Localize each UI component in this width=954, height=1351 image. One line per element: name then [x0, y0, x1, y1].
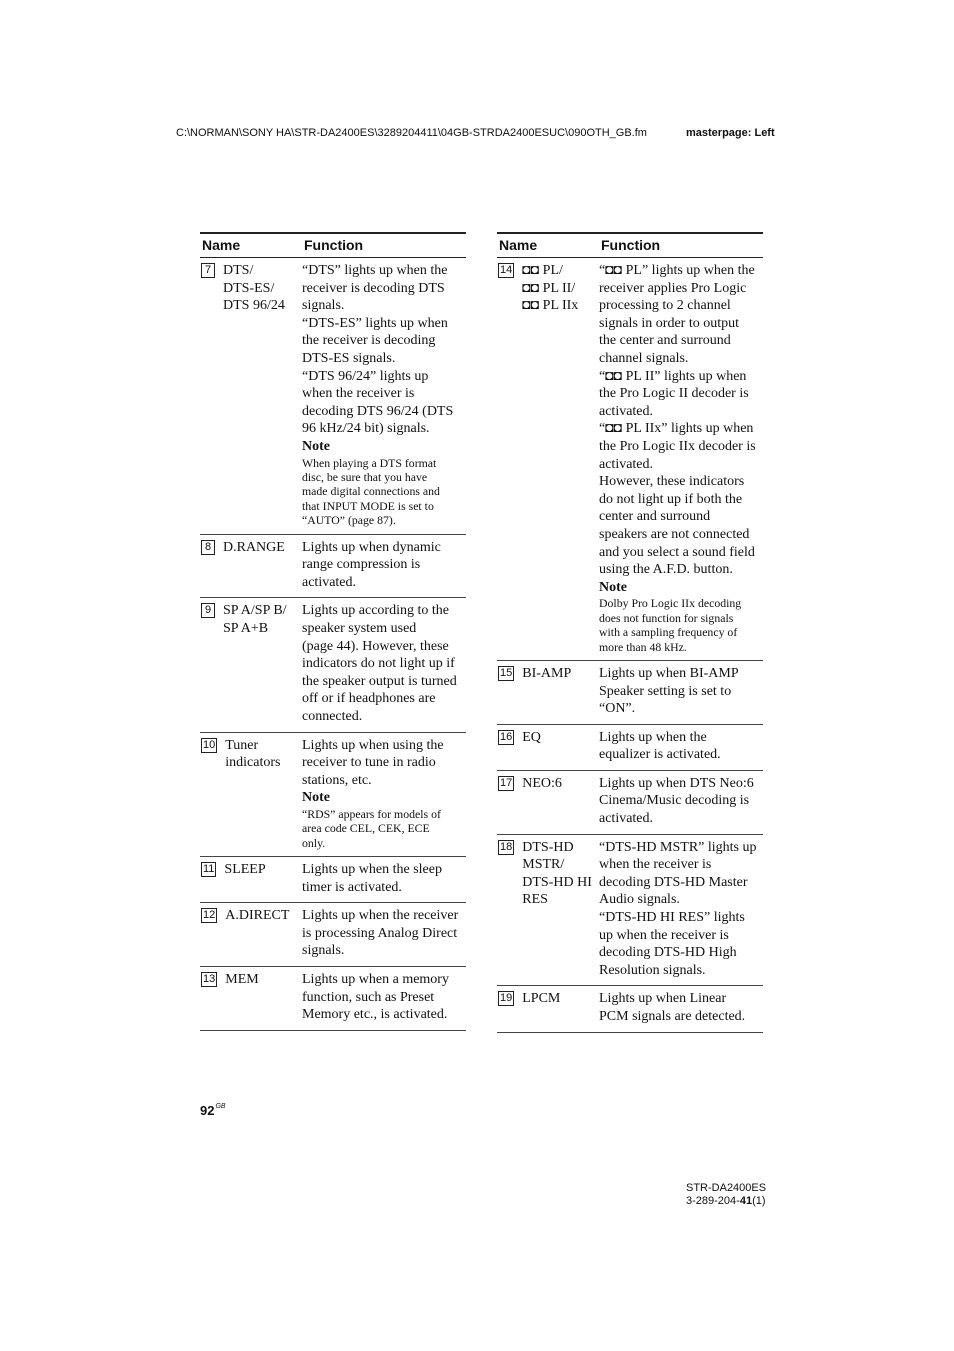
- function-text-line: “DTS 96/24” lights up: [302, 368, 429, 384]
- note-text-line: that INPUT MODE is set to: [302, 498, 434, 513]
- indicator-number-box: 17: [500, 776, 513, 789]
- function-text-line: when the receiver is: [599, 857, 712, 873]
- function-text-line: the center and surround: [599, 333, 731, 349]
- function-text-line: Memory etc., is activated.: [302, 1007, 448, 1023]
- function-text-line: “◘◘ PL” lights up when the: [599, 263, 755, 278]
- table-row: [200, 967, 466, 1031]
- function-text-line: activated.: [599, 403, 654, 419]
- table-row: [497, 258, 763, 661]
- note-heading: Note: [302, 790, 330, 806]
- function-text-line: “◘◘ PL II” lights up when: [599, 368, 747, 384]
- indicator-name-line: SLEEP: [224, 862, 266, 878]
- indicator-function-cell: [302, 903, 466, 967]
- function-text-line: and you select a sound field: [599, 544, 755, 560]
- indicator-name-text: [223, 602, 287, 637]
- indicator-name-text: [522, 262, 578, 315]
- function-text-line: range compression is: [302, 557, 421, 573]
- function-text-line: using the A.F.D. button.: [599, 562, 733, 578]
- part-code-suffix: (1): [752, 1195, 766, 1207]
- column-header-function: Function: [302, 233, 466, 258]
- function-text-line: activated.: [599, 456, 654, 472]
- indicator-name-cell: [497, 724, 599, 770]
- indicator-name-cell: [200, 598, 302, 732]
- indicator-name-text: [522, 775, 562, 793]
- function-text-line: Lights up when the sleep: [302, 862, 442, 878]
- function-text-line: “DTS-HD HI RES” lights: [599, 910, 745, 926]
- indicator-name-cell: [497, 258, 599, 661]
- function-text-line: Lights up when using the: [302, 737, 444, 753]
- indicator-name: [497, 665, 599, 683]
- indicator-name: [200, 262, 302, 315]
- indicator-function-cell: [302, 857, 466, 903]
- function-text-line: Lights up when dynamic: [302, 539, 441, 555]
- indicator-name-line: BI-AMP: [522, 665, 572, 681]
- function-text-line: Speaker setting is set to: [599, 683, 732, 699]
- table-row: [497, 986, 763, 1032]
- indicator-number-box: 13: [203, 973, 216, 986]
- function-text-line: Lights up when the receiver: [302, 908, 459, 924]
- table-row: [497, 770, 763, 834]
- table-row: [200, 534, 466, 598]
- function-text-line: do not light up if both the: [599, 491, 743, 507]
- indicator-number-box: 8: [201, 540, 215, 555]
- function-text-line: Lights up when the: [599, 729, 707, 745]
- function-text-line: speaker system used: [302, 620, 417, 636]
- indicator-name-line: DTS-ES/: [223, 280, 275, 296]
- table-row: [200, 732, 466, 857]
- indicator-number-box: 10: [203, 738, 216, 751]
- indicator-name-line: DTS-HD HI: [522, 874, 592, 890]
- indicator-function-cell: [599, 660, 763, 724]
- function-text-line: off or if headphones are: [302, 691, 436, 707]
- table-body: [497, 258, 763, 1033]
- indicator-name-line: SP A+B: [223, 620, 269, 636]
- part-code: [686, 1195, 766, 1208]
- indicator-function-cell: [599, 834, 763, 986]
- indicator-table-right: [497, 232, 763, 1033]
- indicator-number-box: 12: [203, 909, 216, 922]
- indicator-function-cell: [302, 258, 466, 535]
- indicator-name: [497, 775, 599, 793]
- indicator-number-box: 11: [203, 863, 215, 876]
- indicator-name: [497, 839, 599, 909]
- page-number: [200, 1103, 226, 1118]
- function-text-line: signals.: [302, 298, 345, 314]
- indicator-name-text: [224, 861, 265, 879]
- indicator-name: [497, 990, 599, 1008]
- indicator-name-text: [223, 539, 285, 557]
- indicator-name-line: EQ: [522, 729, 541, 745]
- indicator-name-text: [522, 839, 592, 909]
- indicator-name-cell: [200, 903, 302, 967]
- indicator-name-line: LPCM: [522, 991, 561, 1007]
- indicator-name-line: SP A/SP B/: [223, 603, 287, 619]
- table-header-row: [200, 233, 466, 258]
- function-text-line: Lights up when BI-AMP: [599, 665, 739, 681]
- function-text-line: “◘◘ PL IIx” lights up when: [599, 421, 754, 437]
- indicator-name: [200, 907, 302, 925]
- function-text-line: signals in order to output: [599, 315, 739, 331]
- indicator-name-cell: [200, 857, 302, 903]
- function-text-line: the receiver is decoding: [302, 333, 436, 349]
- indicator-name: [200, 861, 302, 879]
- table-row: [497, 834, 763, 986]
- indicator-name-line: NEO:6: [522, 775, 562, 791]
- function-text-line: center and surround: [599, 509, 711, 525]
- indicator-name-text: [223, 262, 285, 315]
- indicator-name-cell: [200, 732, 302, 857]
- indicator-name-text: [225, 737, 280, 772]
- indicator-name-line: DTS-HD: [522, 839, 574, 855]
- function-text-line: PCM signals are detected.: [599, 1009, 746, 1024]
- indicator-name-text: [522, 665, 571, 683]
- indicator-name-cell: [497, 834, 599, 986]
- function-text-line: processing to 2 channel: [599, 298, 731, 314]
- model-number: STR-DA2400ES: [686, 1182, 767, 1194]
- indicator-name-cell: [200, 967, 302, 1031]
- function-text-line: is processing Analog Direct: [302, 925, 458, 941]
- function-text-line: Lights up when DTS Neo:6: [599, 775, 754, 791]
- indicator-name-cell: [497, 986, 599, 1032]
- indicator-number-box: 7: [201, 263, 215, 278]
- function-text-line: decoding DTS-HD Master: [599, 874, 748, 890]
- note-text-line: disc, be sure that you have: [302, 469, 428, 484]
- function-text-line: function, such as Preset: [302, 989, 435, 1005]
- function-text-line: “ON”.: [599, 701, 636, 717]
- note-text-line: “AUTO” (page 87).: [302, 513, 396, 528]
- function-text-line: (page 44). However, these: [302, 638, 449, 654]
- note-text-line: more than 48 kHz.: [599, 639, 687, 654]
- function-text-line: 96 kHz/24 bit) signals.: [302, 421, 430, 437]
- function-text-line: when the receiver is: [302, 386, 415, 402]
- indicator-name-line: ◘◘ PL/: [522, 263, 563, 278]
- indicator-name: [200, 737, 302, 772]
- function-text-line: up when the receiver is: [599, 927, 729, 943]
- note-heading: Note: [599, 579, 627, 595]
- function-text-line: the speaker output is turned: [302, 673, 457, 689]
- indicator-number-box: 9: [201, 603, 215, 618]
- indicator-number-box: 14: [500, 264, 513, 276]
- part-code-bold: 41: [739, 1195, 753, 1207]
- indicator-name-cell: [497, 660, 599, 724]
- masterpage-label: masterpage: Left: [686, 127, 775, 139]
- function-text-line: signals.: [302, 943, 345, 959]
- function-text-line: activated.: [302, 574, 357, 590]
- indicator-name-line: MSTR/: [522, 857, 565, 873]
- function-text-line: receiver is decoding DTS: [302, 280, 445, 296]
- function-text-line: Lights up according to the: [302, 603, 449, 619]
- column-header-name: Name: [200, 233, 302, 258]
- indicator-name-line: ◘◘ PL II/: [522, 280, 576, 296]
- table-header-row: [497, 233, 763, 258]
- indicator-function-cell: [599, 724, 763, 770]
- file-path-header: C:\NORMAN\SONY HA\STR-DA2400ES\3289204411\04GB-STRDA2400ESUC\090OTH_GB.fm: [176, 127, 647, 139]
- function-text-line: activated.: [599, 811, 654, 827]
- function-text-line: Cinema/Music decoding is: [599, 793, 750, 809]
- note-text-line: with a sampling frequency of: [599, 625, 738, 640]
- function-text-line: Audio signals.: [599, 892, 680, 908]
- indicator-name-line: ◘◘ PL IIx: [522, 298, 579, 314]
- function-text-line: connected.: [302, 708, 363, 724]
- indicator-function-cell: [302, 598, 466, 732]
- function-text-line: indicators do not light up if: [302, 656, 455, 672]
- indicator-name-cell: [200, 534, 302, 598]
- function-text-line: “DTS-HD MSTR” lights up: [599, 839, 757, 855]
- indicator-function-cell: [599, 770, 763, 834]
- note-text-line: area code CEL, CEK, ECE: [302, 821, 430, 836]
- page-number-suffix: GB: [215, 1103, 226, 1110]
- function-text-line: decoding DTS 96/24 (DTS: [302, 403, 454, 419]
- function-text-line: receiver applies Pro Logic: [599, 280, 747, 296]
- indicator-table-left: [200, 232, 466, 1031]
- indicator-name: [200, 971, 302, 989]
- indicator-name-text: [522, 729, 541, 747]
- function-text-line: speakers are not connected: [599, 526, 750, 542]
- indicator-name-line: D.RANGE: [223, 539, 285, 555]
- table-row: [200, 903, 466, 967]
- table-row: [200, 598, 466, 732]
- note-text-line: made digital connections and: [302, 484, 440, 499]
- indicator-name-text: [522, 990, 560, 1008]
- note-text-line: When playing a DTS format: [302, 455, 437, 470]
- indicator-function-cell: [302, 967, 466, 1031]
- indicator-name-line: A.DIRECT: [225, 908, 290, 924]
- indicator-name-line: Tuner: [225, 737, 259, 753]
- function-text-line: stations, etc.: [302, 772, 372, 788]
- function-text-line: Lights up when Linear: [599, 991, 727, 1007]
- function-text-line: receiver to tune in radio: [302, 755, 436, 771]
- indicator-name: [200, 539, 302, 557]
- function-text-line: Lights up when a memory: [302, 972, 449, 988]
- function-text-line: channel signals.: [599, 350, 689, 366]
- function-text-line: the Pro Logic II decoder is: [599, 386, 749, 402]
- table-row: [200, 258, 466, 535]
- function-text-line: timer is activated.: [302, 879, 402, 895]
- indicator-number-box: 15: [500, 666, 513, 679]
- indicator-name-line: DTS/: [223, 263, 254, 278]
- function-text-line: Resolution signals.: [599, 962, 706, 978]
- note-text-line: “RDS” appears for models of: [302, 806, 441, 821]
- indicator-name-line: indicators: [225, 755, 281, 771]
- function-text-line: decoding DTS-HD High: [599, 945, 737, 961]
- table-row: [200, 857, 466, 903]
- indicator-name-text: [225, 971, 258, 989]
- indicator-number-box: 19: [500, 992, 513, 1005]
- indicator-number-box: 18: [500, 840, 513, 853]
- column-header-function: Function: [599, 233, 763, 258]
- function-text-line: the Pro Logic IIx decoder is: [599, 438, 756, 454]
- indicator-number-box: 16: [500, 730, 513, 743]
- document-footer: [686, 1182, 766, 1208]
- indicator-name-line: DTS 96/24: [223, 298, 285, 314]
- indicator-name: [200, 602, 302, 637]
- note-text-line: does not function for signals: [599, 610, 734, 625]
- table-row: [497, 660, 763, 724]
- indicator-name-text: [225, 907, 289, 925]
- note-text-line: only.: [302, 835, 326, 850]
- function-text-line: equalizer is activated.: [599, 747, 721, 763]
- note-text-line: Dolby Pro Logic IIx decoding: [599, 596, 742, 611]
- function-text-line: However, these indicators: [599, 474, 745, 490]
- indicator-name: [497, 262, 599, 315]
- function-text-line: DTS-ES signals.: [302, 350, 396, 366]
- table-body: [200, 258, 466, 1031]
- note-heading: Note: [302, 438, 330, 454]
- column-header-name: Name: [497, 233, 599, 258]
- indicator-name: [497, 729, 599, 747]
- function-text-line: “DTS” lights up when the: [302, 263, 448, 278]
- indicator-name-line: RES: [522, 892, 548, 908]
- indicator-function-cell: [599, 986, 763, 1032]
- indicator-name-cell: [200, 258, 302, 535]
- indicator-function-cell: [599, 258, 763, 661]
- indicator-function-cell: [302, 534, 466, 598]
- table-row: [497, 724, 763, 770]
- indicator-function-cell: [302, 732, 466, 857]
- indicator-name-line: MEM: [225, 972, 259, 988]
- function-text-line: “DTS-ES” lights up when: [302, 315, 448, 331]
- page-number-value: 92: [200, 1103, 215, 1118]
- indicator-name-cell: [497, 770, 599, 834]
- part-code-prefix: 3-289-204-: [686, 1195, 740, 1207]
